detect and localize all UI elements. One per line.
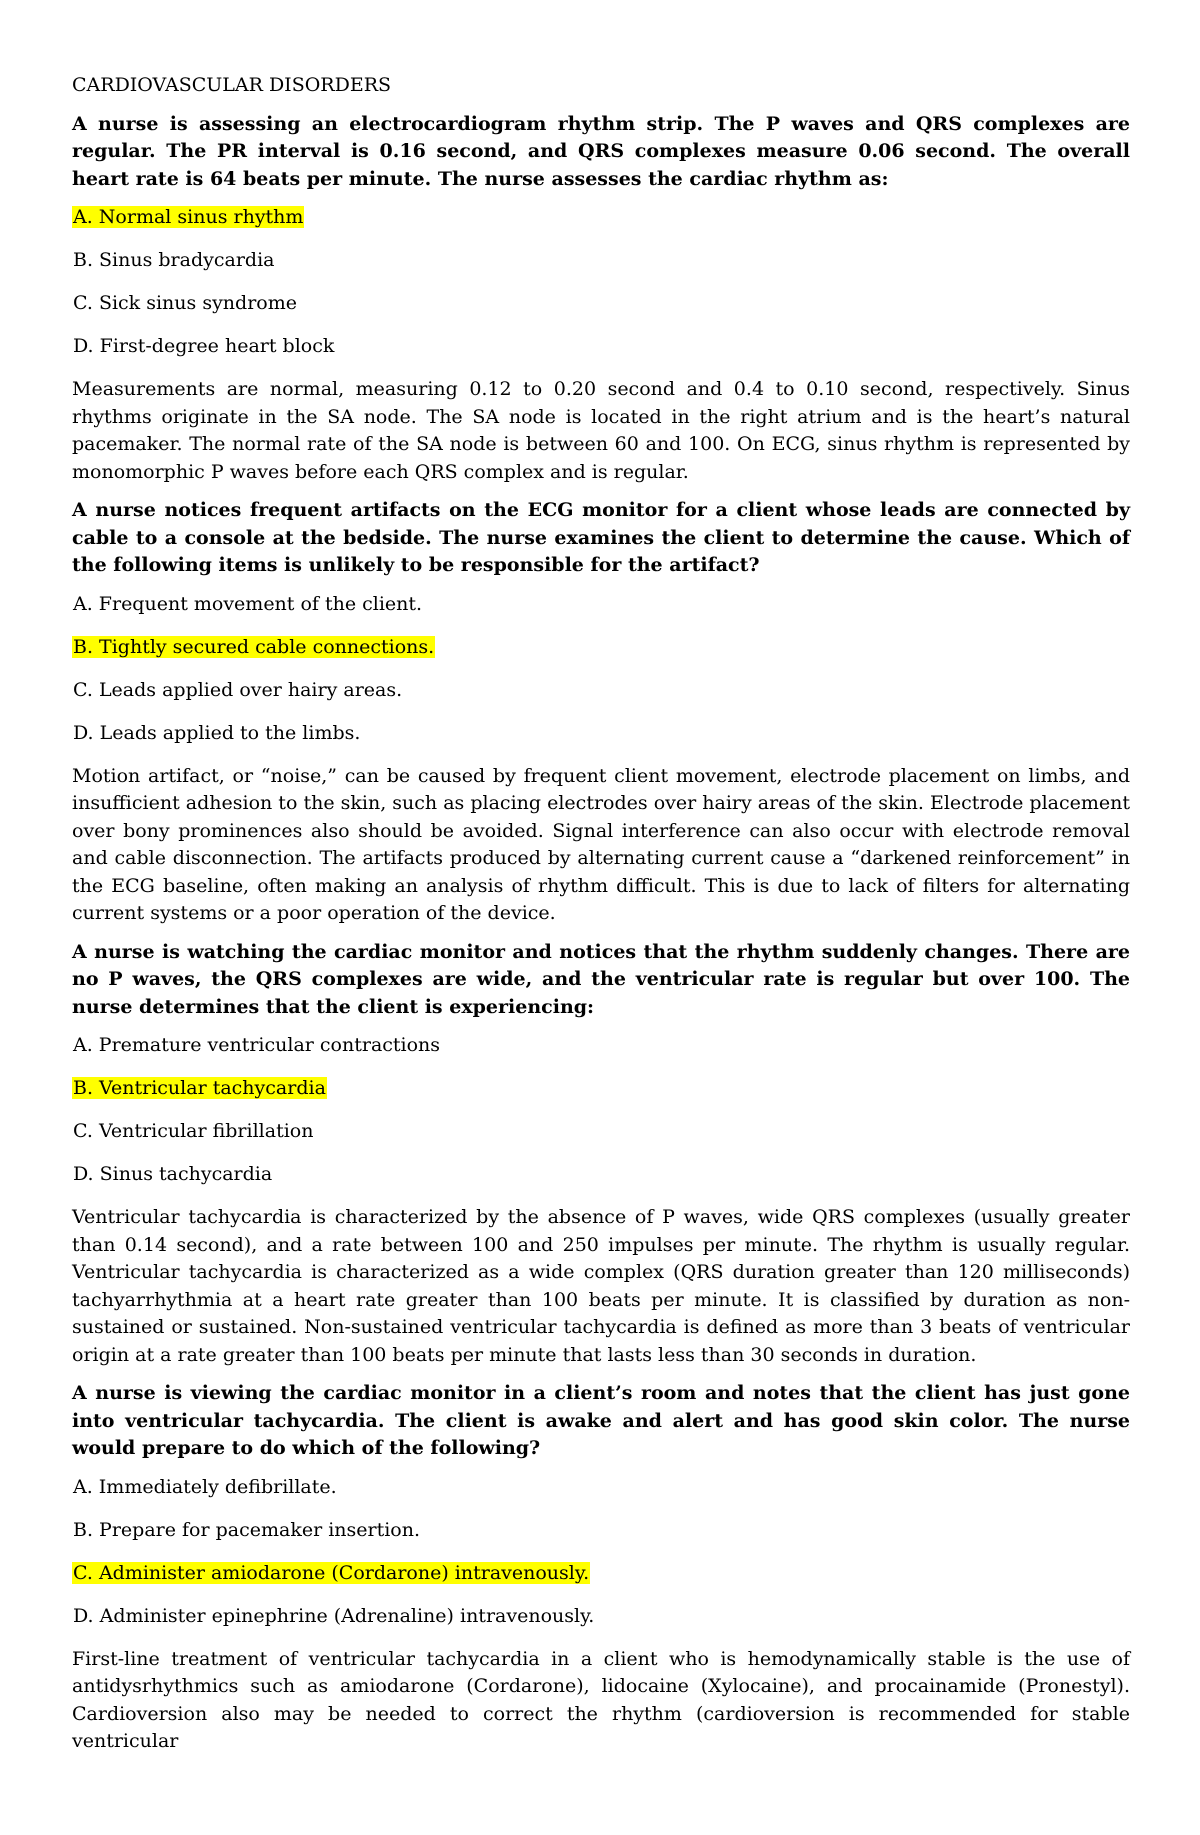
option-1c <box>72 290 1130 318</box>
option-1a <box>72 204 1130 232</box>
option-4a-text: A. Immediately defibrillate. <box>73 1475 337 1498</box>
option-3b <box>72 1075 1130 1103</box>
option-3c-text: C. Ventricular fibrillation <box>73 1120 314 1142</box>
option-3d <box>72 1161 1130 1189</box>
option-4c <box>72 1560 1130 1588</box>
option-3b-text: B. Ventricular tachycardia <box>73 1077 326 1099</box>
question-2: A nurse notices frequent artifacts on the ECG monitor for a client whose leads are connected by cable to a console at the bedside. The nurse examines the client to determine the cause. Which of the following items is unlikely to be responsible for the artifact? <box>72 499 1130 576</box>
rationale-1: Measurements are normal, measuring 0.12 to 0.20 second and 0.4 to 0.10 second, respectively. Sinus rhythms originate in the SA node. The SA node is located in the right atrium and is the heart’s natural pacemaker. The normal rate of the SA node is between 60 and 100. On ECG, sinus rhythm is represented by monomorphic P waves before each QRS complex and is regular. <box>72 378 1130 483</box>
option-3a <box>72 1032 1130 1060</box>
question-3: A nurse is watching the cardiac monitor and notices that the rhythm suddenly changes. There are no P waves, the QRS complexes are wide, and the ventricular rate is regular but over 100. The nurse determines that the client is experiencing: <box>72 940 1130 1018</box>
option-4d <box>72 1603 1130 1631</box>
rationale-2: Motion artifact, or “noise,” can be caused by frequent client movement, electrode placement on limbs, and insufficient adhesion to the skin, such as placing electrodes over hairy areas of the skin. Electrode placement over bony prominences also should be avoided. Signal interference can also occur with electrode removal and cable disconnection. The artifacts produced by alternating current cause a “darkened reinforcement” in the ECG baseline, often making an analysis of rhythm difficult. This is due to lack of filters for alternating current systems or a poor operation of the device. <box>72 764 1130 924</box>
document-page <box>72 72 1130 1767</box>
option-1a-text: A. Normal sinus rhythm <box>73 206 304 228</box>
question-1: A nurse is assessing an electrocardiogram rhythm strip. The P waves and QRS complexes are regular. The PR interval is 0.16 second, and QRS complexes measure 0.06 second. The overall heart rate is 64 beats per minute. The nurse assesses the cardiac rhythm as: <box>72 112 1130 190</box>
option-2b-text: B. Tightly secured cable connections. <box>73 635 435 658</box>
option-2b <box>72 634 1130 662</box>
option-3c <box>72 1118 1130 1146</box>
option-4c-text: C. Administer amiodarone (Cordarone) intravenously. <box>73 1561 590 1584</box>
option-1d <box>72 333 1130 361</box>
rationale-4: First-line treatment of ventricular tachycardia in a client who is hemodynamically stable is the use of antidysrhythmics such as amiodarone (Cordarone), lidocaine (Xylocaine), and procainamide (Pronestyl). Cardioversion also may be needed to correct the rhythm (cardioversion is recommended for stable ventricular <box>72 1647 1130 1752</box>
option-2d <box>72 720 1130 748</box>
option-4d-text: D. Administer epinephrine (Adrenaline) intravenously. <box>73 1604 595 1627</box>
option-2d-text: D. Leads applied to the limbs. <box>73 721 361 744</box>
option-4b <box>72 1517 1130 1545</box>
document-title: CARDIOVASCULAR DISORDERS <box>72 74 392 96</box>
option-2a <box>72 591 1130 619</box>
option-4b-text: B. Prepare for pacemaker insertion. <box>73 1518 421 1541</box>
option-2c-text: C. Leads applied over hairy areas. <box>73 678 403 701</box>
option-4a <box>72 1474 1130 1502</box>
option-1b-text: B. Sinus bradycardia <box>73 249 275 271</box>
rationale-3: Ventricular tachycardia is characterized by the absence of P waves, wide QRS complexes (usually greater than 0.14 second), and a rate between 100 and 250 impulses per minute. The rhythm is usually regular. Ventricular tachycardia is characterized as a wide complex (QRS duration greater than 120 milliseconds) tachyarrhythmia at a heart rate greater than 100 beats per minute. It is classified by duration as non-sustained or sustained. Non-sustained ventricular tachycardia is defined as more than 3 beats of ventricular origin at a rate greater than 100 beats per minute that lasts less than 30 seconds in duration. <box>72 1206 1130 1366</box>
option-1c-text: C. Sick sinus syndrome <box>73 292 297 314</box>
option-3d-text: D. Sinus tachycardia <box>73 1163 273 1185</box>
question-4: A nurse is viewing the cardiac monitor in a client’s room and notes that the client has just gone into ventricular tachycardia. The client is awake and alert and has good skin color. The nurse would prepare to do which of the following? <box>72 1382 1130 1459</box>
option-1d-text: D. First-degree heart block <box>73 335 335 357</box>
option-2a-text: A. Frequent movement of the client. <box>73 592 423 615</box>
option-1b <box>72 247 1130 275</box>
option-3a-text: A. Premature ventricular contractions <box>73 1034 441 1056</box>
option-2c <box>72 677 1130 705</box>
